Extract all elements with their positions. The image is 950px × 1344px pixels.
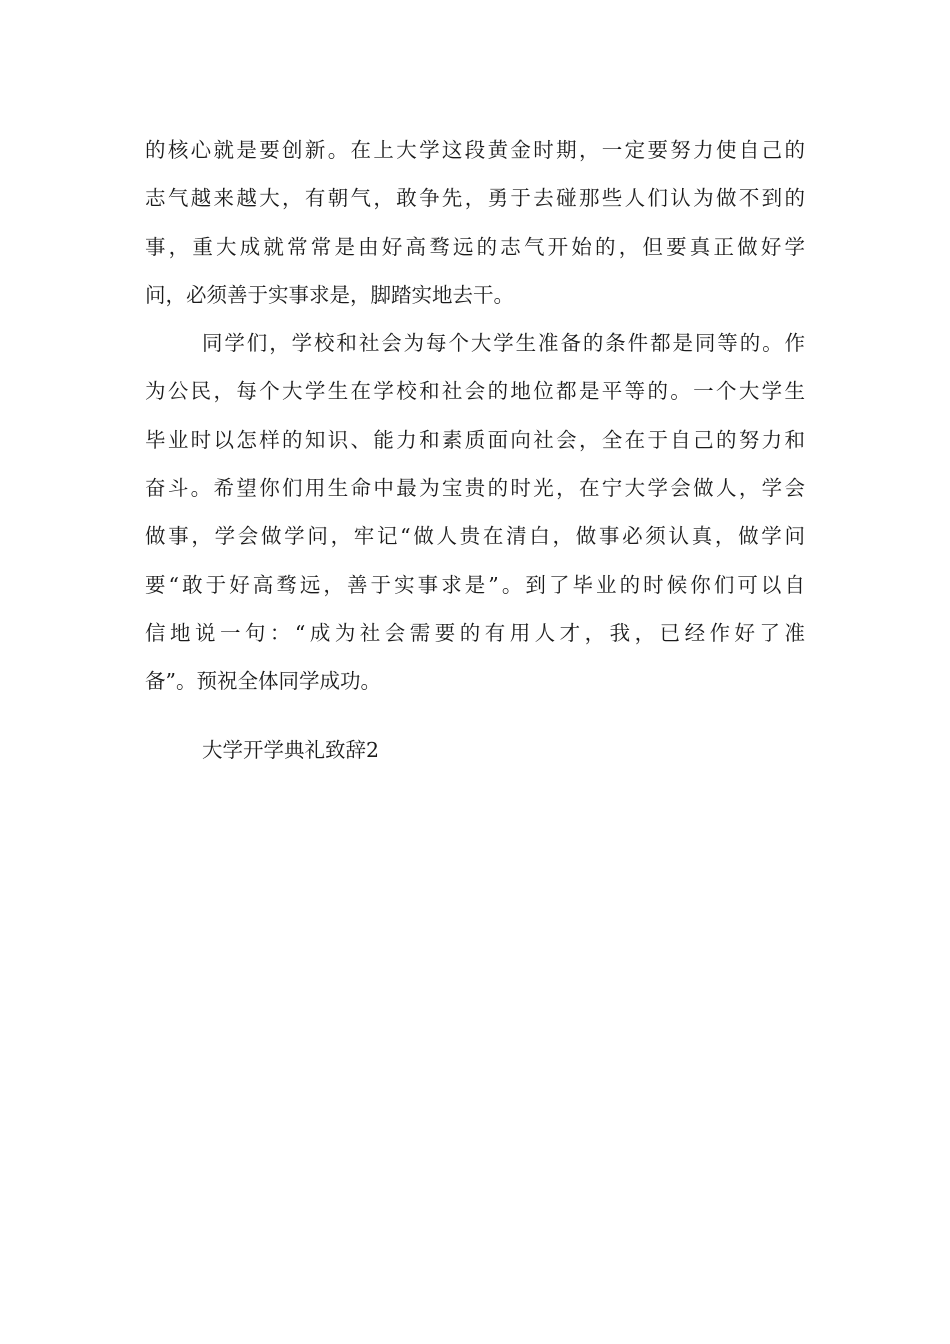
text-line: 的核心就是要创新。在上大学这段黄金时期，一定要努力使自己的 xyxy=(145,138,805,162)
document-body xyxy=(145,126,805,706)
text-line: 做事，学会做学问，牢记“做人贵在清白，做事必须认真，做学问 xyxy=(145,524,805,549)
text-line: 备”。预祝全体同学成功。 xyxy=(145,669,381,694)
paragraph-1 xyxy=(145,126,805,319)
section-heading: 大学开学典礼致辞2 xyxy=(202,738,380,762)
paragraph-2 xyxy=(145,319,805,705)
text-line: 毕业时以怎样的知识、能力和素质面向社会，全在于自己的努力和 xyxy=(145,427,805,452)
text-line: 事，重大成就常常是由好高骛远的志气开始的，但要真正做好学 xyxy=(145,234,805,259)
text-line: 奋斗。希望你们用生命中最为宝贵的时光，在宁大学会做人，学会 xyxy=(145,476,805,501)
text-line: 为公民，每个大学生在学校和社会的地位都是平等的。一个大学生 xyxy=(145,379,805,404)
text-line: 要“敢于好高骛远，善于实事求是”。到了毕业的时候你们可以自 xyxy=(145,572,805,597)
text-line: 志气越来越大，有朝气，敢争先，勇于去碰那些人们认为做不到的 xyxy=(145,186,805,211)
text-line: 同学们，学校和社会为每个大学生准备的条件都是同等的。作 xyxy=(202,331,805,356)
text-line: 问，必须善于实事求是，脚踏实地去干。 xyxy=(145,282,514,307)
text-line: 信地说一句：“成为社会需要的有用人才，我，已经作好了准 xyxy=(145,620,805,645)
